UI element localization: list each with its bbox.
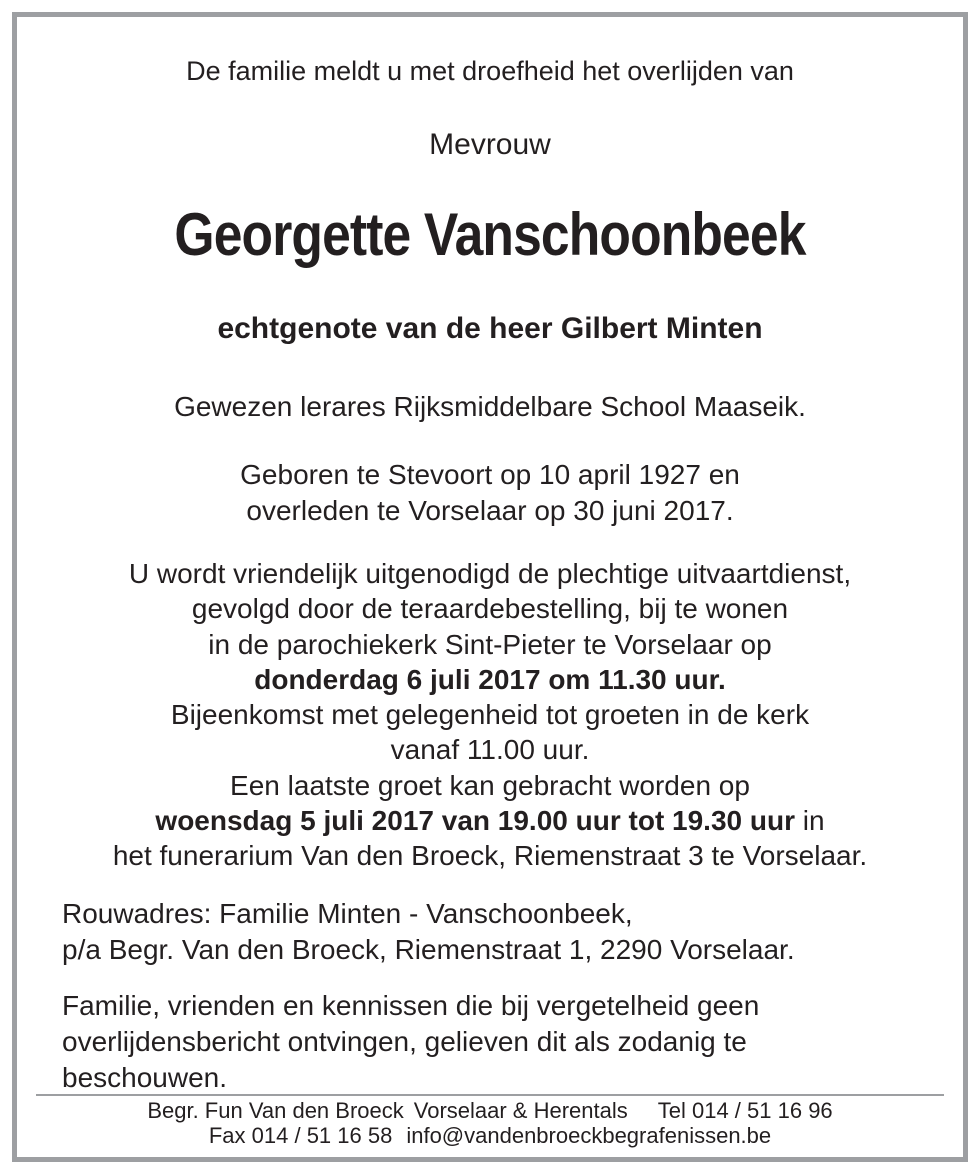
note-line-2: overlijdensbericht ontvingen, gelieven dit als zodanig te — [62, 1026, 747, 1057]
viewing-line — [0, 803, 980, 838]
service-line-9: het funerarium Van den Broeck, Riemenstraat 3 te Vorselaar. — [112, 840, 868, 872]
note-line-1: Familie, vrienden en kennissen die bij vergetelheid geen — [62, 990, 760, 1021]
service-line-3: in de parochiekerk Sint-Pieter te Vorselaar op — [208, 628, 772, 660]
footer-email[interactable]: info@vandenbroeckbegrafenissen.be — [406, 1123, 772, 1148]
closing-note — [62, 988, 759, 1096]
viewing-date: woensdag 5 juli 2017 van 19.00 uur tot 19.30 uur — [155, 805, 795, 837]
footer-line-1 — [0, 1098, 980, 1123]
intro-text: De familie meldt u met droefheid het overlijden van — [186, 56, 794, 86]
service-line-1: U wordt vriendelijk uitgenodigd de plechtige uitvaartdienst, — [128, 558, 852, 589]
birth-line-2: overleden te Vorselaar op 30 juni 2017. — [246, 495, 734, 526]
footer-locations: Vorselaar & Herentals — [413, 1098, 628, 1123]
footer-company: Begr. Fun Van den Broeck — [147, 1098, 404, 1123]
footer-divider — [36, 1094, 944, 1096]
service-line-2: gevolgd door de teraardebestelling, bij te wonen — [191, 593, 789, 625]
address-line-2: p/a Begr. Van den Broeck, Riemenstraat 1, 2290 Vorselaar. — [62, 934, 795, 965]
footer-line-2 — [0, 1123, 980, 1148]
service-line-6: vanaf 11.00 uur. — [390, 734, 590, 766]
service-line-7: Een laatste groet kan gebracht worden op — [230, 769, 750, 801]
birth-line-1: Geboren te Stevoort op 10 april 1927 en — [240, 459, 740, 490]
mourning-address — [62, 896, 795, 968]
occupation-line: Gewezen lerares Rijksmiddelbare School Maaseik. — [174, 391, 806, 422]
note-line-3: beschouwen. — [62, 1062, 228, 1093]
viewing-suffix: in — [795, 805, 825, 837]
footer-fax: Fax 014 / 51 16 58 — [208, 1123, 393, 1148]
spouse-line: echtgenote van de heer Gilbert Minten — [217, 312, 763, 345]
deceased-name: Georgette Vanschoonbeek — [174, 201, 806, 268]
footer-tel: Tel 014 / 51 16 96 — [657, 1098, 833, 1123]
address-line-1: Rouwadres: Familie Minten - Vanschoonbeek, — [62, 898, 633, 929]
service-date: donderdag 6 juli 2017 om 11.30 uur. — [254, 663, 726, 695]
service-block — [0, 556, 980, 874]
service-line-5: Bijeenkomst met gelegenheid tot groeten in de kerk — [170, 699, 810, 731]
honorific: Mevrouw — [429, 128, 551, 161]
